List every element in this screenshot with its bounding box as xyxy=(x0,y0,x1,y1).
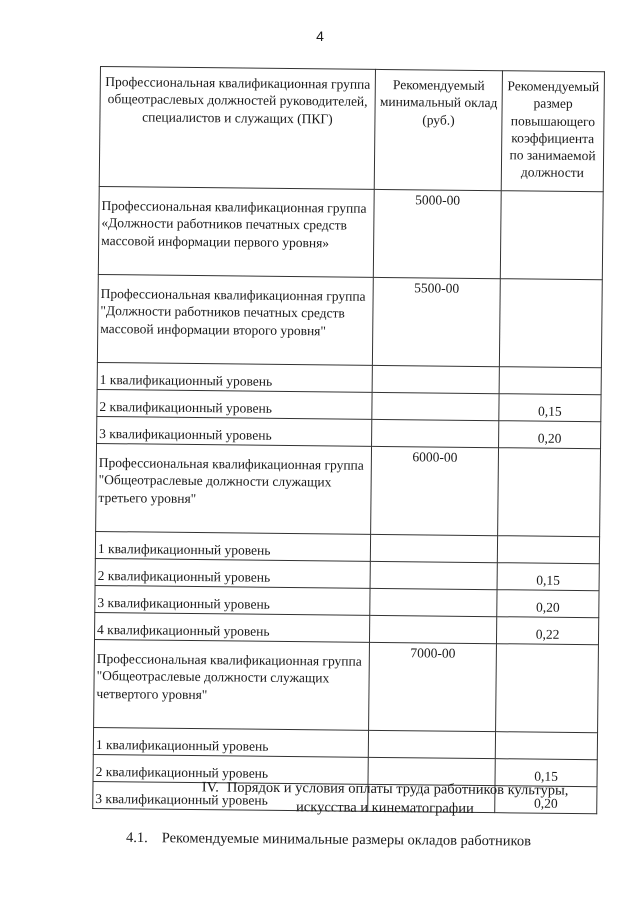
cell-coefficient xyxy=(499,367,601,395)
header-salary: Рекомендуемый минимальный оклад (руб.) xyxy=(374,69,502,190)
cell-salary xyxy=(369,615,496,643)
cell-name: 1 квалификационный уровень xyxy=(97,362,372,392)
cell-salary xyxy=(370,588,497,616)
cell-coefficient xyxy=(495,732,597,760)
page-number: 4 xyxy=(316,28,324,44)
cell-name: 3 квалификационный уровень xyxy=(97,416,372,446)
cell-salary xyxy=(370,534,497,562)
cell-coefficient: 0,20 xyxy=(495,786,597,814)
cell-name: 3 квалификационный уровень xyxy=(93,781,368,811)
subsection-line xyxy=(126,830,606,851)
cell-coefficient: 0,15 xyxy=(499,394,601,422)
cell-name: Профессиональная квалификационная группа "Общеотраслевые должности служащих третьего уровня" xyxy=(96,443,372,534)
cell-salary: 5000-00 xyxy=(373,189,501,278)
cell-salary xyxy=(368,730,495,758)
cell-name: 4 квалификационный уровень xyxy=(94,612,369,642)
salary-table xyxy=(92,66,605,814)
cell-coefficient: 0,22 xyxy=(496,617,598,645)
cell-coefficient xyxy=(498,448,601,537)
cell-name: Профессиональная квалификационная группа "Должности работников печатных средств массовой информации второго уровня" xyxy=(97,274,373,365)
cell-coefficient: 0,20 xyxy=(497,590,599,618)
cell-salary xyxy=(370,561,497,589)
cell-salary xyxy=(372,365,499,393)
group-row xyxy=(97,274,602,367)
cell-coefficient: 0,15 xyxy=(497,563,599,591)
cell-salary: 5500-00 xyxy=(372,277,500,366)
cell-name: 1 квалификационный уровень xyxy=(95,531,370,561)
cell-coefficient xyxy=(500,191,603,280)
section-number: IV. xyxy=(201,779,219,796)
group-row xyxy=(96,443,601,536)
cell-name: 3 квалификационный уровень xyxy=(95,585,370,615)
table-body xyxy=(93,186,603,813)
subsection-number: 4.1. xyxy=(125,829,148,847)
cell-coefficient xyxy=(499,279,602,368)
cell-coefficient: 0,20 xyxy=(499,421,601,449)
cell-coefficient xyxy=(496,644,599,733)
cell-name: 2 квалификационный уровень xyxy=(93,754,368,784)
cell-salary xyxy=(372,419,499,447)
cell-name: Профессиональная квалификационная группа "Общеотраслевые должности служащих четвертого уровня" xyxy=(94,639,370,730)
group-row xyxy=(94,639,599,732)
cell-name: 1 квалификационный уровень xyxy=(93,727,368,757)
cell-salary: 7000-00 xyxy=(369,642,497,731)
header-coefficient: Рекомендуемый размер повышающего коэффициента по занимаемой должности xyxy=(501,71,604,192)
cell-coefficient: 0,15 xyxy=(495,759,597,787)
header-pkg: Профессиональная квалификационная группа общеотраслевых должностей руководителей, специалистов и служащих (ПКГ) xyxy=(99,67,375,190)
subsection-text: Рекомендуемые минимальные размеры окладов работников xyxy=(161,830,532,850)
cell-coefficient xyxy=(497,536,599,564)
cell-name: 2 квалификационный уровень xyxy=(97,389,372,419)
cell-name: Профессиональная квалификационная группа «Должности работников печатных средств массовой информации первого уровня» xyxy=(98,186,374,277)
section-title: Порядок и условия оплаты труда работников культуры, искусства и кинематографии xyxy=(226,779,569,817)
cell-salary: 6000-00 xyxy=(371,446,499,535)
group-row xyxy=(98,186,603,279)
table-header-row xyxy=(99,67,604,192)
cell-salary xyxy=(372,392,499,420)
cell-name: 2 квалификационный уровень xyxy=(95,558,370,588)
section-heading xyxy=(200,778,570,819)
